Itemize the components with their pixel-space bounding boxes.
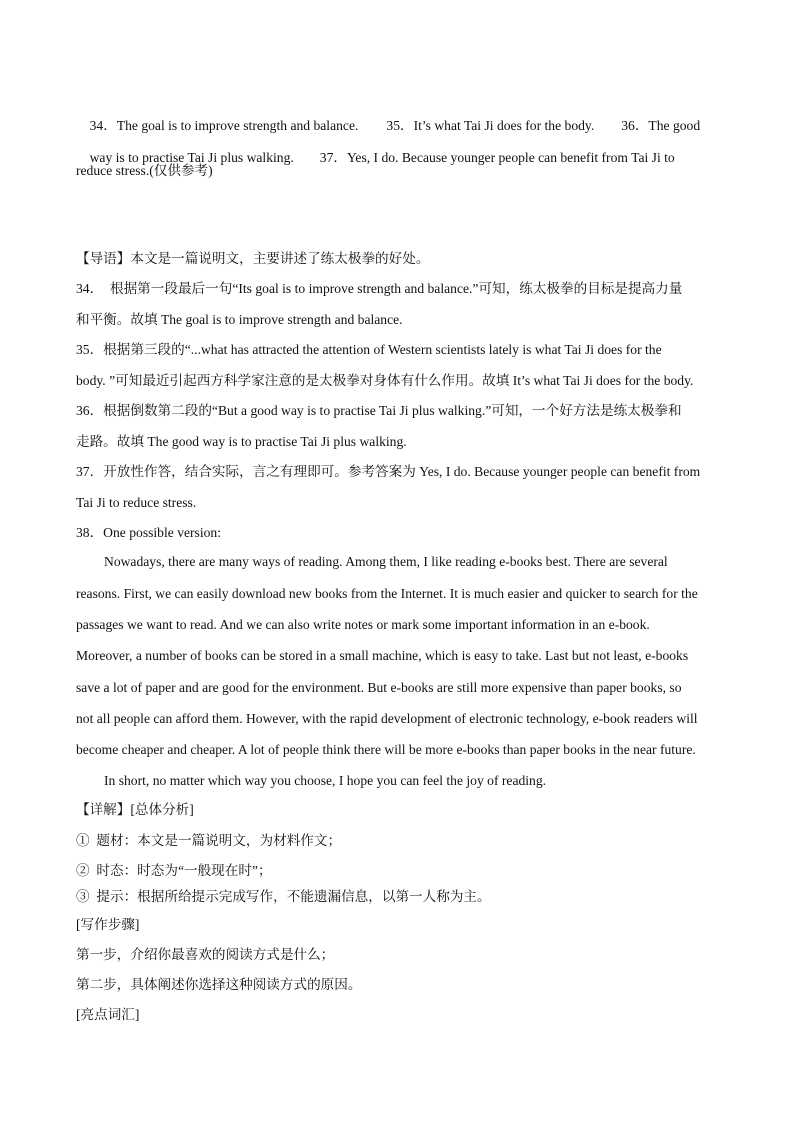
essay-line-3: passages we want to read. And we can also write notes or mark some important information in an e-book. [76, 617, 650, 632]
answer-35: 35．It’s what Tai Ji does for the body. [386, 118, 595, 133]
intro-text: 【导语】本文是一篇说明文，主要讲述了练太极拳的好处。 [76, 251, 430, 266]
answer-36-start: 36．The good [621, 118, 701, 133]
highlight-words-heading: [亮点词汇] [76, 1007, 140, 1022]
q37-line-2: Tai Ji to reduce stress. [76, 495, 197, 510]
essay-line-2: reasons. First, we can easily download new books from the Internet. It is much easier and quicker to search for the [76, 586, 698, 601]
essay-line-8: In short, no matter which way you choose, I hope you can feel the joy of reading. [104, 773, 547, 788]
writing-step-2: 第二步，具体阐述你选择这种阅读方式的原因。 [76, 977, 362, 992]
essay-line-7: become cheaper and cheaper. A lot of people think there will be more e-books than paper books in the near future. [76, 742, 696, 757]
answer-37-start: 37．Yes, I do. Because younger people can benefit from Tai Ji to [319, 150, 675, 165]
answer-36-end: way is to practise Tai Ji plus walking. [89, 150, 294, 165]
q38-heading: 38．One possible version: [76, 525, 221, 540]
essay-line-5: save a lot of paper and are good for the environment. But e-books are still more expensive than paper books, so [76, 680, 682, 695]
detail-point-2: ② 时态：时态为“一般现在时”； [76, 863, 272, 878]
q37-line-1: 37．开放性作答，结合实际，言之有理即可。参考答案为 Yes, I do. Because younger people can benefit from [76, 464, 701, 479]
details-heading: 【详解】[总体分析] [76, 802, 194, 817]
essay-line-4: Moreover, a number of books can be stored in a small machine, which is easy to take. Last but not least, e-books [76, 648, 689, 663]
writing-step-1: 第一步，介绍你最喜欢的阅读方式是什么； [76, 947, 335, 962]
q36-line-1: 36．根据倒数第二段的“But a good way is to practise Tai Ji plus walking.”可知，一个好方法是练太极拳和 [76, 403, 682, 418]
detail-point-3: ③ 提示：根据所给提示完成写作，不能遗漏信息，以第一人称为主。 [76, 889, 491, 904]
q35-line-1: 35．根据第三段的“...what has attracted the attention of Western scientists lately is what Tai Ji does for the [76, 342, 662, 357]
q34-line-1: 34． 根据第一段最后一句“Its goal is to improve strength and balance.”可知，练太极拳的目标是提高力量 [76, 281, 683, 296]
answer-line-3: reduce stress.(仅供参考) [76, 163, 213, 178]
answer-34: 34．The goal is to improve strength and balance. [89, 118, 359, 133]
detail-point-1: ① 题材：本文是一篇说明文，为材料作文； [76, 833, 342, 848]
essay-line-6: not all people can afford them. However, with the rapid development of electronic technology, e-book readers will [76, 711, 698, 726]
essay-line-1: Nowadays, there are many ways of reading. Among them, I like reading e-books best. There are several [104, 554, 668, 569]
q35-line-2: body. ”可知最近引起西方科学家注意的是太极拳对身体有什么作用。故填 It’s what Tai Ji does for the body. [76, 373, 694, 388]
q34-line-2: 和平衡。故填 The goal is to improve strength and balance. [76, 312, 403, 327]
writing-steps-heading: [写作步骤] [76, 917, 140, 932]
q36-line-2: 走路。故填 The good way is to practise Tai Ji plus walking. [76, 434, 407, 449]
